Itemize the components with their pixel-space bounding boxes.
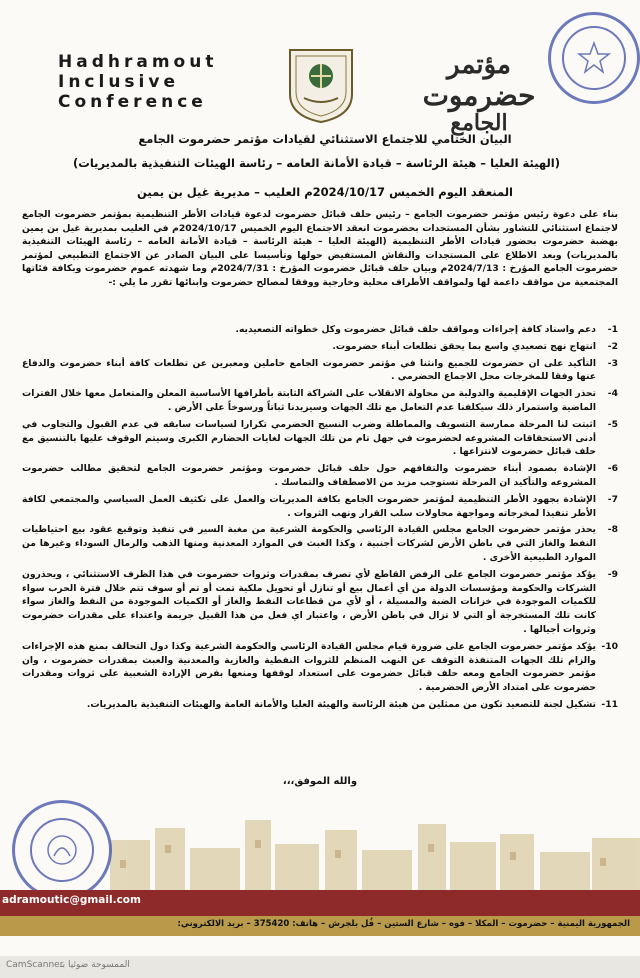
item-number: 8- bbox=[607, 524, 618, 536]
footer-address: الجمهورية اليمنية – حضرموت – المكلا – فوه – شارع الستين – فُل بلجرش – هاتف: 375420 – بريد الالكتروني: bbox=[177, 919, 630, 929]
scanner-caption: الممسوحة ضوئيا بـ bbox=[60, 960, 130, 970]
item-number: 2- bbox=[607, 340, 618, 352]
item-text: يؤكد مؤتمر حضرموت الجامع على ضرورة قيام مجلس القيادة الرئاسي والحكومة الشرعية وكذا دول التحالف بمنع هذه الإجراءات والزام تلك الجهات المتنفذة التوقف عن النهب المنظم للثروات النفطية والغازية والمعدنية والعبث بمقدرات حضرموت ، وان مؤتمر حضرموت الجامع ومعه حلف قبائل حضرموت على استعداد لوقفها ومنعها بفرض الإرادة الشعبية على ثروات ومقدرات حضرموت على امتداد الأرض الحضرمية . bbox=[22, 640, 596, 694]
item-text: يؤكد مؤتمر حضرموت الجامع على الرفض القاطع لأي تصرف بمقدرات وثروات حضرموت في هذا الظرف الاستثنائي ، ويحذرون الشركات والحكومة ومؤسسات الدولة من أي أعمال بيع أو تنازل أو تحويل ملكية تمت أو تم أو سوف تتم خلال فترة الحرب سواء للكميات الموجودة في خزانات الضبة والمسيلة ، أو لأي من قطاعات النفط والغاز أو الكميات الموجودة من النفط والغاز سواء كانت تلك المستخرجة أو التي لا تزال في باطن الأرض ، واعتبار اي فعل من هذا القبيل جريمة واعتداء على مقدرات حضرموت وثروات أجيالها . bbox=[22, 568, 596, 635]
list-item bbox=[22, 640, 618, 695]
list-item bbox=[22, 387, 618, 415]
english-logo-line-2: Inclusive bbox=[58, 72, 179, 92]
stamp-seal-icon bbox=[548, 12, 640, 104]
item-number: 10- bbox=[601, 640, 618, 652]
arabic-logo-text bbox=[404, 50, 554, 136]
resolutions-list bbox=[22, 323, 618, 715]
list-item bbox=[22, 340, 618, 354]
item-number: 11- bbox=[601, 698, 618, 710]
item-text: يحذر مؤتمر حضرموت الجامع مجلس القيادة الرئاسي والحكومة الشرعية من مغبة السير في تنفيذ وتوقيع عقود بيع احتياطيات النفط والغاز التي في باطن الأرض لشركات أجنبية ، وكذا العبث في الموارد المعدنية ومنها الذهب والرمال السوداء وغيرها من الموارد الطبيعية الأخرى . bbox=[22, 524, 596, 563]
arabic-logo-line-1: مؤتمر bbox=[447, 50, 511, 80]
list-item bbox=[22, 462, 618, 490]
list-item bbox=[22, 323, 618, 337]
list-item bbox=[22, 493, 618, 521]
seal-star-icon bbox=[576, 40, 612, 76]
document-subtitle: (الهيئة العليا – هيئة الرئاسة – قيادة الأمانة العامه – رئاسة الهيئات التنفيذية بالمديريات) bbox=[73, 156, 560, 170]
item-text: تحذر الجهات الإقليمية والدولية من محاولة الانقلاب على الشراكة الثابتة بأطرافها الأساسية المعلن والمتعامل معها خلال الفترات الماضية واستمرار ذلك سيكلفنا عدم التعامل مع تلك الجهات وسيزيدنا ثباتاً ورسوخاً على الأرض . bbox=[22, 388, 596, 413]
item-text: اثبتت لنا المرحلة ممارسة التسويف والمماطلة وضرب النسيج الحضرمي تكرارا لسياسات سابقه في عدم القبول والتجاوب في أدنى الاستحقاقات المشروعه لحضرموت في جهل تام من تلك الجهات لغايات الحضارم الكبرى وسيتم الوقوف عليها بالتنسيق مع حلف قبائل حضرموت لانتزاعها . bbox=[22, 418, 596, 458]
list-item bbox=[22, 568, 618, 637]
item-text: الإشادة بجهود الأطر التنظيمية لمؤتمر حضرموت الجامع بكافة المديريات والعمل على تكثيف العمل السياسي والمجتمعي لكافة الأطر تنفيذا لمخرجاته ومواجهة محاولات سلب القرار ونهب الثروات . bbox=[22, 493, 596, 519]
arabic-logo-line-2: حضرموت bbox=[422, 79, 536, 112]
closing-line: والله الموفق،،، bbox=[282, 776, 358, 787]
item-text: التأكيد على ان حضرموت للجميع وانثنا في مؤتمر حضرموت الجامع حاملين ومعبرين عن تطلعات كافة أبناء حضرموت والدفاع عنها وفقا للمخرجات محل الاجماع الحضرمي . bbox=[22, 357, 596, 383]
item-number: 4- bbox=[607, 388, 618, 400]
intro-paragraph: بناء على دعوة رئيس مؤتمر حضرموت الجامع – رئيس حلف قبائل حضرموت لدعوة قيادات الأطر التنظيمية بمؤتمر حضرموت الجامع لاجتماع استثنائي للتشاور بشأن المستجدات بحضرموت انعقد الاجتماع اليوم الخميس 2024/10/17م في العليب بمديرية غيل بن يمين بهضبة حضرموت بحضور قيادات الأطر التنظيمية (الهيئة العليا – هيئة الرئاسة – قيادة الأمانة العامه – رئاسة الهيئات التنفيذية بالمديريات) وبعد الاطلاع على المستجدات والنقاش المستفيض حولها وتأسيسا على البيان الصادر عن الاجتماع التطبيعي لمؤتمر حضرموت الجامع المؤرخ : 2024/7/13م وبيان حلف قبائل حضرموت المؤرخ : 2024/7/31م وما شهدته عموم حضرموت وبكافة فئاتها المجتمعية من مواقف داعمة لها ولمواقف الأطراف محلية وخارجية ووفقا لمصالح حضرموت وابنائها تقرر ما يلي :- bbox=[22, 209, 618, 288]
document-dateline: المنعقد اليوم الخميس 2024/10/17م العليب – مديرية غيل بن يمين bbox=[137, 185, 513, 199]
arabic-logo-line-3: الجامع bbox=[450, 110, 508, 136]
english-logo-line-1: Hadhramout bbox=[58, 52, 218, 72]
letterhead bbox=[0, 0, 640, 136]
item-number: 6- bbox=[607, 463, 618, 475]
english-logo-line-3: Conference bbox=[58, 92, 207, 112]
english-logo-text bbox=[58, 52, 238, 112]
list-item bbox=[22, 418, 618, 459]
item-number: 3- bbox=[607, 357, 618, 369]
list-item bbox=[22, 357, 618, 385]
item-number: 5- bbox=[607, 418, 618, 430]
list-item bbox=[22, 698, 618, 712]
item-number: 9- bbox=[607, 568, 618, 580]
item-text: انتهاج نهج تصعيدي واسع بما يحقق تطلعات أبناء حضرموت. bbox=[332, 340, 596, 352]
scanner-app-name: CamScanner bbox=[6, 960, 64, 970]
list-item bbox=[22, 523, 618, 564]
item-text: دعم واسناد كافة إجراءات ومواقف حلف قبائل حضرموت وكل خطواته التصعيديه. bbox=[235, 324, 596, 335]
stamp-seal-bottom-icon bbox=[12, 800, 112, 900]
footer-email: adramoutic@gmail.com bbox=[2, 894, 141, 906]
document-title: البيان الختامي للاجتماع الاستثنائي لقيادات مؤتمر حضرموت الجامع bbox=[138, 132, 512, 146]
seal-emblem-icon bbox=[42, 830, 82, 870]
item-text: الإشادة بصمود أبناء حضرموت والتفافهم حول حلف قبائل حضرموت ومؤتمر حضرموت الجامع لتحقيق مطالب حضرموت المشروعه والتأكيد ان المرحلة تستوجب مزيد من الاصطفاف والتماسك . bbox=[22, 463, 596, 488]
item-number: 7- bbox=[607, 493, 618, 505]
item-text: تشكيل لجنة للتصعيد تكون من ممثلين من هيئة الرئاسة والهيئة العليا والأمانة العامة والهيئات التنفيذية بالمديريات. bbox=[86, 698, 596, 710]
emblem-icon bbox=[286, 46, 356, 124]
item-number: 1- bbox=[607, 324, 618, 335]
scanner-watermark bbox=[0, 956, 640, 978]
